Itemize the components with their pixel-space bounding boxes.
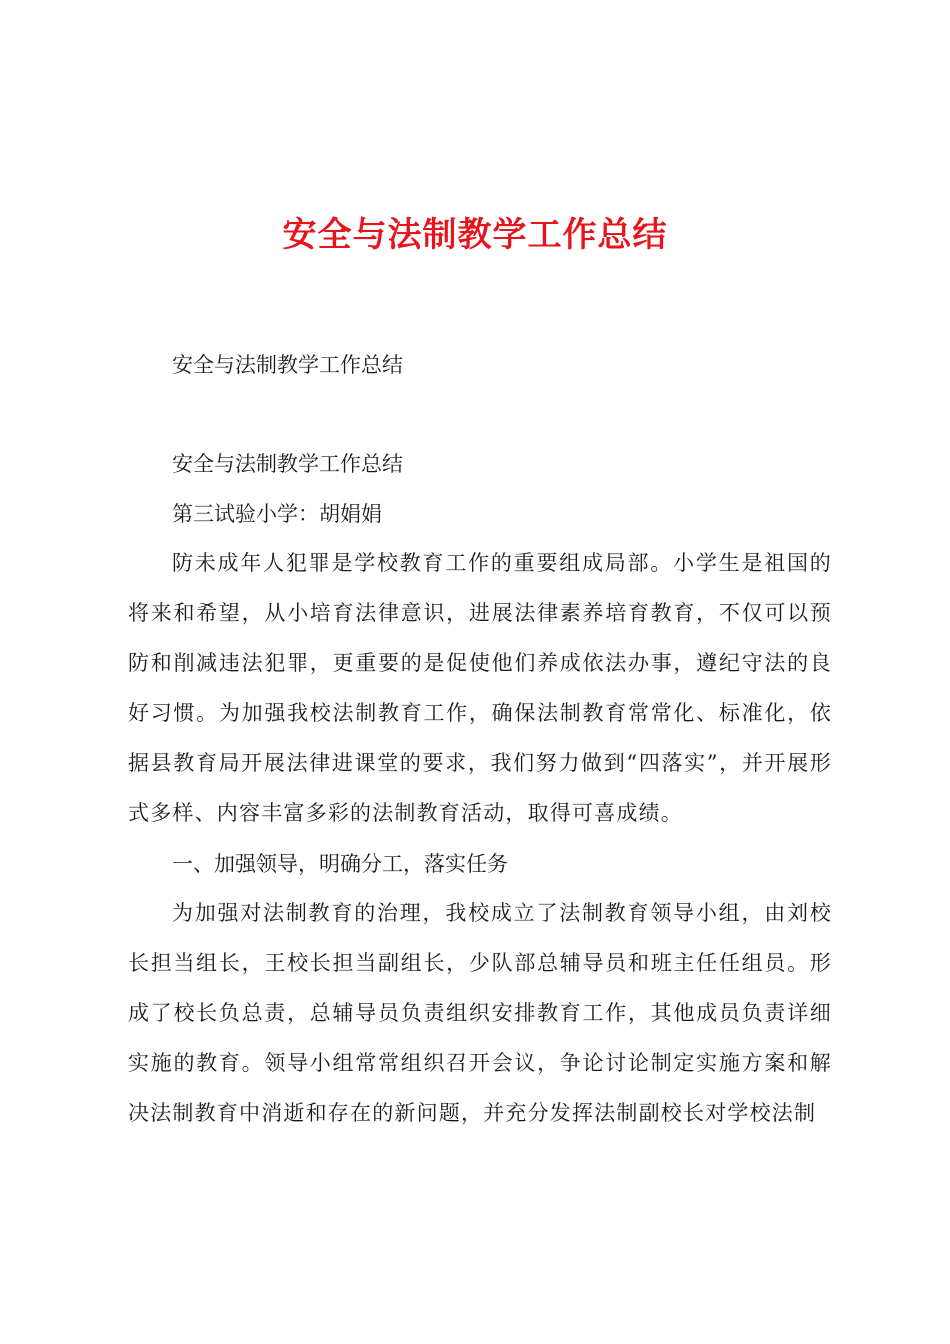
subtitle-line-1: 安全与法制教学工作总结 [172,353,403,377]
document-title: 安全与法制教学工作总结 [282,215,668,255]
section-heading-1: 一、加强领导，明确分工，落实任务 [172,852,508,876]
author-line: 第三试验小学：胡娟娟 [172,502,382,526]
paragraph-intro: 防未成年人犯罪是学校教育工作的重要组成局部。小学生是祖国的将来和希望，从小培育法律意识，进展法律素养培育教育，不仅可以预防和削减违法犯罪，更重要的是促使他们养成依法办事，遵纪守法的良好习惯。为加强我校法制教育工作，确保法制教育常常化、标准化，依据县教育局开展法律进课堂的要求，我们努力做到“四落实”，并开展形式多样、内容丰富多彩的法制教育活动，取得可喜成绩。 [128,551,832,825]
paragraph-leadership: 为加强对法制教育的治理，我校成立了法制教育领导小组，由刘校长担当组长，王校长担当副组长，少队部总辅导员和班主任任组员。形成了校长负总责，总辅导员负责组织安排教育工作，其他成员负责详细实施的教育。领导小组常常组织召开会议，争论讨论制定实施方案和解决法制教育中消逝和存在的新问题，并充分发挥法制副校长对学校法制 [128,901,832,1125]
subtitle-line-2: 安全与法制教学工作总结 [172,452,403,476]
